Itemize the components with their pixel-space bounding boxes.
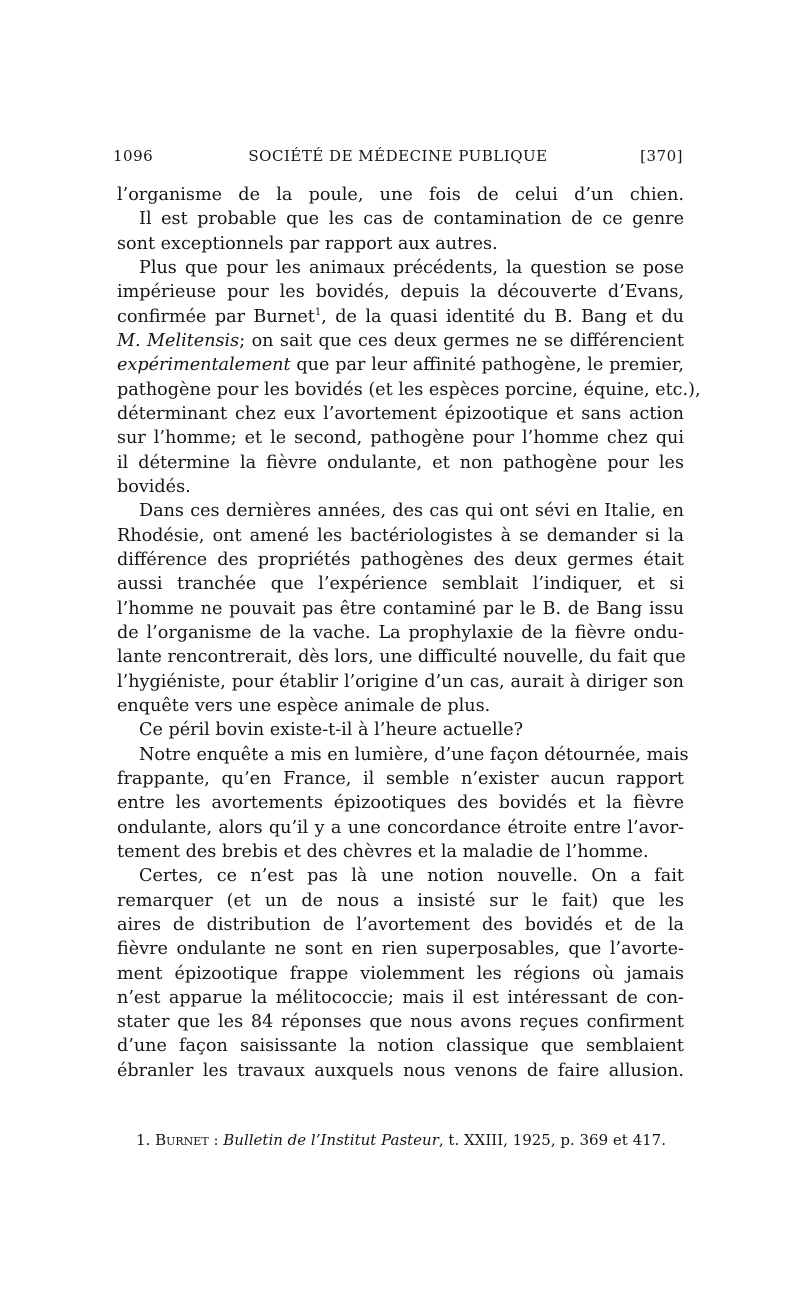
text-line (117, 353, 684, 377)
text-line: frappante, qu’en France, il semble n’exister aucun rapport (117, 768, 684, 789)
footnote (136, 1131, 696, 1149)
text-line: aires de distribution de l’avortement des bovidés et de la (117, 914, 684, 935)
running-title: SOCIÉTÉ DE MÉDECINE PUBLIQUE (248, 147, 548, 165)
text-line: sont exceptionnels par rapport aux autres. (117, 233, 498, 254)
body-text (117, 183, 701, 1083)
footnote-author: Burnet (155, 1131, 209, 1149)
folio: [370] (640, 147, 683, 165)
text-run: , de la quasi identité du B. Bang et du (321, 306, 685, 327)
text-line: d’une façon saisissante la notion classique que semblaient (117, 1036, 684, 1057)
text-line: fièvre ondulante ne sont en rien superposables, que l’avorte- (117, 939, 684, 960)
footnote-reference: 1 (314, 306, 322, 318)
footnote-rest: , t. XXIII, 1925, p. 369 et 417. (438, 1131, 666, 1149)
text-line: Ce péril bovin existe-t-il à l’heure actuelle? (139, 720, 524, 741)
text-line: Dans ces dernières années, des cas qui ont sévi en Italie, en (139, 501, 684, 522)
text-line: remarquer (et un de nous a insisté sur le fait) que les (117, 890, 684, 911)
footnote-title: Bulletin de l’Institut Pasteur (223, 1131, 439, 1149)
text-line: entre les avortements épizootiques des bovidés et la fièvre (117, 793, 684, 814)
text-line: ondulante, alors qu’il y a une concordance étroite entre l’avor- (117, 817, 684, 838)
italic-run: M. Melitensis (117, 330, 240, 351)
text-line: impérieuse pour les bovidés, depuis la découverte d’Evans, (117, 282, 684, 303)
text-line: l’hygiéniste, pour établir l’origine d’un cas, aurait à diriger son (117, 671, 684, 692)
text-line: ment épizootique frappe violemment les régions où jamais (117, 963, 684, 984)
text-run: confirmée par Burnet (117, 306, 315, 327)
text-line: de l’organisme de la vache. La prophylaxie de la fièvre ondu- (117, 622, 684, 643)
text-line: lante rencontrerait, dès lors, une difficulté nouvelle, du fait que (117, 647, 686, 668)
text-run: ; on sait que ces deux germes ne se différencient (239, 330, 684, 351)
text-line: l’organisme de la poule, une fois de celui d’un chien. (117, 185, 684, 205)
footnote-number: 1. (136, 1131, 151, 1149)
text-line (117, 305, 684, 329)
page-number: 1096 (113, 147, 154, 165)
text-line (117, 329, 684, 353)
text-line: déterminant chez eux l’avortement épizootique et sans action (117, 403, 684, 424)
text-line: Il est probable que les cas de contamination de ce genre (139, 209, 684, 230)
footnote-separator: : (208, 1131, 224, 1149)
text-line: ébranler les travaux auxquels nous venons de faire allusion. (117, 1060, 684, 1081)
text-line: Certes, ce n’est pas là une notion nouvelle. On a fait (139, 866, 684, 887)
page-header (113, 147, 683, 171)
italic-run: expérimentalement (117, 355, 291, 376)
text-line: pathogène pour les bovidés (et les espèces porcine, équine, etc.), (117, 379, 701, 400)
text-line: n’est apparue la mélitococcie; mais il est intéressant de con- (117, 987, 684, 1008)
text-run: que par leur affinité pathogène, le premier, (290, 355, 684, 376)
text-line: tement des brebis et des chèvres et la maladie de l’homme. (117, 841, 649, 862)
text-line: Rhodésie, ont amené les bactériologistes à se demander si la (117, 525, 684, 546)
text-line: stater que les 84 réponses que nous avons reçues confirment (117, 1012, 684, 1033)
text-line: l’homme ne pouvait pas être contaminé par le B. de Bang issu (117, 598, 684, 619)
text-line: sur l’homme; et le second, pathogène pour l’homme chez qui (117, 428, 684, 449)
text-line: Notre enquête a mis en lumière, d’une façon détournée, mais (139, 744, 689, 765)
text-line: il détermine la fièvre ondulante, et non pathogène pour les (117, 452, 684, 473)
text-line: aussi tranchée que l’expérience semblait l’indiquer, et si (117, 574, 684, 595)
text-line: différence des propriétés pathogènes des deux germes était (117, 549, 684, 570)
text-line: enquête vers une espèce animale de plus. (117, 695, 491, 716)
text-line: bovidés. (117, 476, 191, 497)
text-line: Plus que pour les animaux précédents, la question se pose (139, 257, 684, 278)
